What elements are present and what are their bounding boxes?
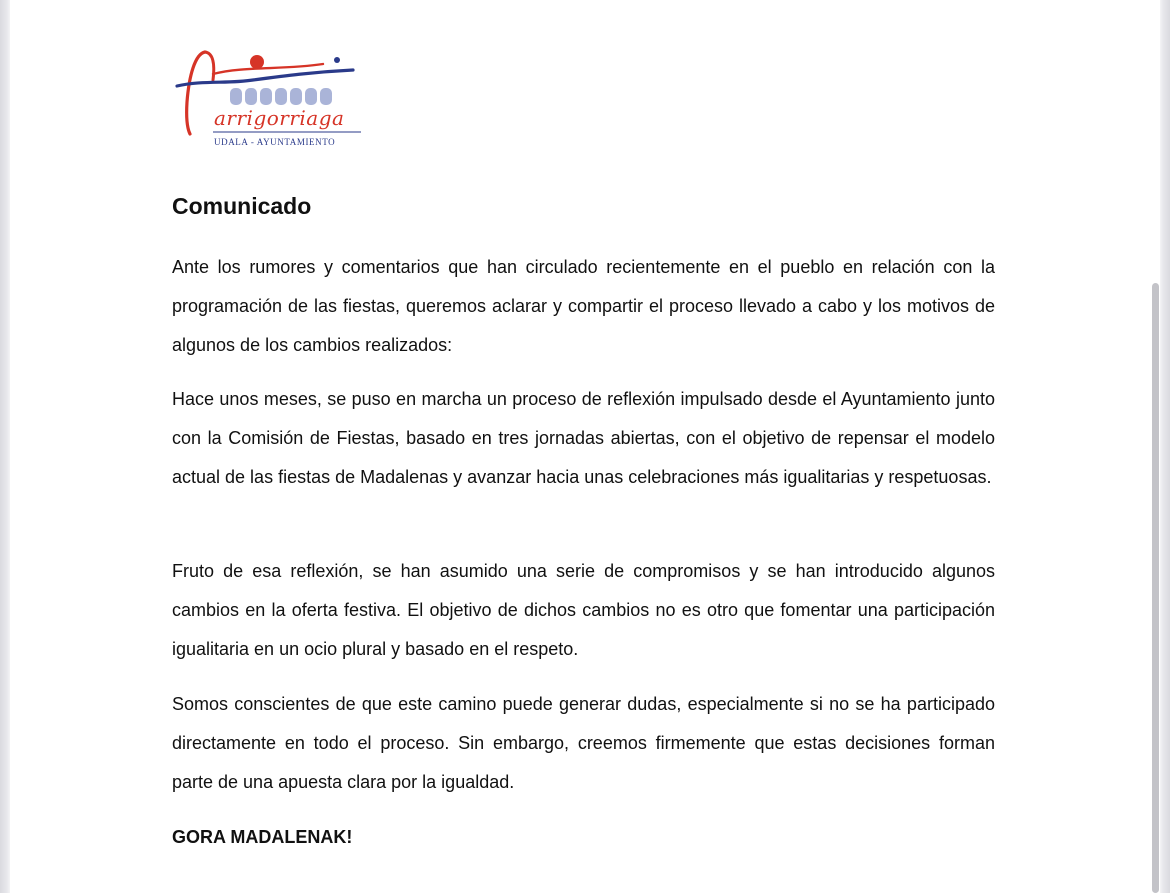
- logo-name: arrigorriaga: [214, 106, 345, 130]
- logo-red-a-stroke: [187, 52, 205, 134]
- closing-slogan: GORA MADALENAK!: [172, 827, 353, 847]
- logo-arch: [230, 88, 242, 105]
- logo-arch: [275, 88, 287, 105]
- paragraph-1: Ante los rumores y comentarios que han circulado recientemente en el pueblo en relación con la programación de las fiestas, queremos aclarar y compartir el proceso llevado a cabo y los motivos de algunos de los cambios realizados:: [172, 257, 995, 355]
- paragraph-4: Somos conscientes de que este camino puede generar dudas, especialmente si no se ha participado directamente en todo el proceso. Sin embargo, creemos firmemente que estas decisiones forman parte de una apuesta clara por la igualdad.: [172, 694, 995, 792]
- viewer-frame-right: [1160, 0, 1170, 893]
- logo-blue-dot: [334, 57, 340, 63]
- document-title: Comunicado: [172, 193, 312, 219]
- paragraph-2: Hace unos meses, se puso en marcha un proceso de reflexión impulsado desde el Ayuntamiento junto con la Comisión de Fiestas, basado en tres jornadas abiertas, con el objetivo de repensar el modelo actual de las fiestas de Madalenas y avanzar hacia unas celebraciones más igualitarias y respetuosas.: [172, 389, 995, 487]
- logo-arch: [260, 88, 272, 105]
- scrollbar-thumb[interactable]: [1152, 283, 1159, 893]
- logo-arch: [290, 88, 302, 105]
- logo-arch: [245, 88, 257, 105]
- logo-red-a-top: [205, 52, 214, 80]
- paragraph-3: Fruto de esa reflexión, se han asumido una serie de compromisos y se han introducido algunos cambios en la oferta festiva. El objetivo de dichos cambios no es otro que fomentar una participación igualitaria en un ocio plural y basado en el respeto.: [172, 561, 995, 659]
- logo-arch: [305, 88, 317, 105]
- logo-arch: [320, 88, 332, 105]
- logo-arches: [230, 88, 332, 105]
- viewer-frame-left: [0, 0, 10, 893]
- logo-subtitle: UDALA - AYUNTAMIENTO: [214, 137, 336, 147]
- logo-blue-wave: [177, 70, 353, 86]
- logo-red-dot: [250, 55, 264, 69]
